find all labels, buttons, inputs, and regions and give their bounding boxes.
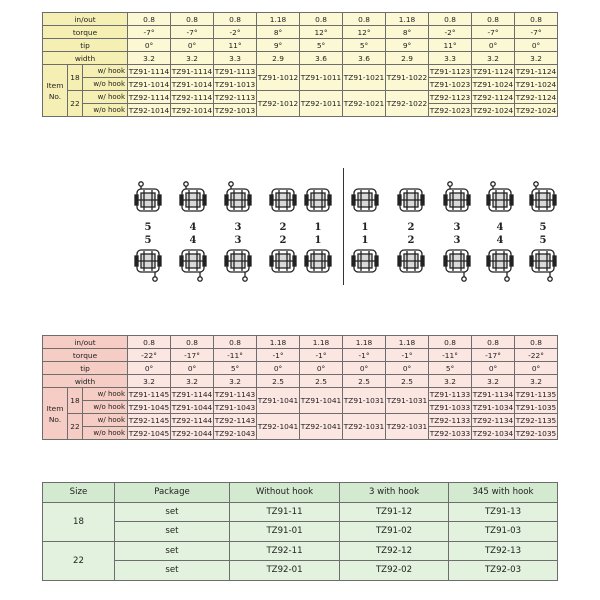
item-code-cell: TZ92-1021 <box>343 91 386 117</box>
item-code-cell: TZ92-1145 <box>128 415 170 425</box>
spec-cell: 3.2 <box>472 375 515 388</box>
spec-cell: 5° <box>343 39 386 52</box>
item-code-cell: TZ91-1012 <box>257 65 300 91</box>
spec-cell: 3.2 <box>472 52 515 65</box>
spec-cell: -22° <box>128 349 171 362</box>
spec-cell: 0° <box>128 362 171 375</box>
table-row <box>43 522 558 542</box>
upper-tooth-number: 2 <box>407 222 415 233</box>
spec-cell: -1° <box>386 349 429 362</box>
spec-cell: 0° <box>472 362 515 375</box>
bracket-with-hook-icon <box>133 246 163 282</box>
item-code-cell: TZ91-1124 <box>515 66 557 76</box>
three-hook-cell: TZ92-12 <box>340 541 449 561</box>
spec-row-width <box>43 52 558 65</box>
spec-cell: 1.18 <box>300 336 343 349</box>
spec-cell: -7° <box>128 26 171 39</box>
spec-cell: 3.2 <box>515 52 558 65</box>
lower-tooth-number: 5 <box>539 235 547 246</box>
spec-cell: 0° <box>343 362 386 375</box>
upper-tooth-number: 3 <box>453 222 461 233</box>
table-row <box>43 414 558 427</box>
spec-cell: 2.9 <box>257 52 300 65</box>
item-code-cell: TZ92-1014 <box>171 105 213 115</box>
spec-cell: -17° <box>472 349 515 362</box>
spec-cell: 9° <box>386 39 429 52</box>
spec-cell: -7° <box>472 26 515 39</box>
spec-cell: 0° <box>472 39 515 52</box>
item-code-cell: TZ92-1014 <box>128 105 170 115</box>
spec-cell: 12° <box>300 26 343 39</box>
spec-cell: 2.5 <box>257 375 300 388</box>
hook-label: w/ hook <box>83 388 128 401</box>
bracket-with-hook-icon <box>223 181 253 217</box>
spec-cell: 3.6 <box>343 52 386 65</box>
without-hook-cell: TZ92-01 <box>230 561 340 581</box>
item-code-cell: TZ91-1113 <box>214 66 256 76</box>
spec-cell: 0.8 <box>214 13 257 26</box>
item-code-cell: TZ92-1023 <box>429 105 471 115</box>
spec-cell: 3.3 <box>214 52 257 65</box>
spec-cell: 3.2 <box>429 375 472 388</box>
row-label-width: width <box>43 375 128 388</box>
without-hook-cell: TZ92-11 <box>230 541 340 561</box>
upper-tooth-number: 1 <box>361 222 369 233</box>
spec-cell: 5° <box>214 362 257 375</box>
spec-cell: 11° <box>214 39 257 52</box>
spec-cell: -1° <box>343 349 386 362</box>
spec-cell: 0° <box>171 39 214 52</box>
spec-cell: -11° <box>214 349 257 362</box>
item-code-cell: TZ91-1134 <box>472 389 514 399</box>
bracket-with-hook-icon <box>442 246 472 282</box>
item-code-cell: TZ92-1123 <box>429 92 471 102</box>
item-code-cell: TZ91-1114 <box>171 66 213 76</box>
item-code-cell: TZ91-1045 <box>128 402 170 412</box>
item-code-cell: TZ92-1031 <box>343 414 386 440</box>
lower-tooth-number: 2 <box>407 235 415 246</box>
spec-row-torque <box>43 349 558 362</box>
spec-cell: -7° <box>515 26 558 39</box>
item-code-cell: TZ92-1012 <box>257 91 300 117</box>
lower-tooth-number: 1 <box>314 235 322 246</box>
header-3-with-hook: 3 with hook <box>340 483 449 503</box>
bracket-icon <box>350 181 380 217</box>
lower-tooth-number: 3 <box>453 235 461 246</box>
no-hook-label: w/o hook <box>83 401 128 414</box>
spec-cell: 0° <box>257 362 300 375</box>
spec-cell: 0° <box>300 362 343 375</box>
spec-cell: 0.8 <box>515 336 558 349</box>
item-code-cell: TZ91-1034 <box>472 402 514 412</box>
bracket-icon <box>303 246 333 282</box>
upper-tooth-number: 4 <box>189 222 197 233</box>
item-code-cell: TZ91-1133 <box>429 389 471 399</box>
spec-cell: 0.8 <box>128 336 171 349</box>
header-without-hook: Without hook <box>230 483 340 503</box>
item-code-cell: TZ91-1035 <box>515 402 557 412</box>
bracket-with-hook-icon <box>442 181 472 217</box>
spec-row-tip <box>43 362 558 375</box>
size-label: 18 <box>68 65 83 91</box>
row-label-width: width <box>43 52 128 65</box>
item-code-cell: TZ92-1114 <box>171 92 213 102</box>
item-code-cell: TZ92-1031 <box>386 414 429 440</box>
spec-cell: 8° <box>257 26 300 39</box>
item-code-cell: TZ91-1145 <box>128 389 170 399</box>
three-hook-cell: TZ91-02 <box>340 522 449 542</box>
row-label-inout: in/out <box>43 336 128 349</box>
upper-tooth-number: 5 <box>144 222 152 233</box>
lower-tooth-number: 3 <box>234 235 242 246</box>
three45-hook-cell: TZ91-03 <box>449 522 558 542</box>
spec-cell: 1.18 <box>386 336 429 349</box>
package-table <box>42 482 558 581</box>
spec-cell: 0.8 <box>472 336 515 349</box>
item-code-cell: TZ91-1124 <box>472 66 514 76</box>
item-code-cell: TZ92-1124 <box>472 92 514 102</box>
spec-cell: 0.8 <box>214 336 257 349</box>
size-cell: 18 <box>43 502 115 541</box>
item-code-cell: TZ92-1113 <box>214 92 256 102</box>
spec-cell: 8° <box>386 26 429 39</box>
spec-cell: 0° <box>128 39 171 52</box>
spec-row-inout <box>43 336 558 349</box>
item-code-cell: TZ92-1011 <box>300 91 343 117</box>
spec-cell: 5° <box>429 362 472 375</box>
no-hook-label: w/o hook <box>83 104 128 117</box>
package-cell: set <box>115 541 230 561</box>
item-code-cell: TZ92-1041 <box>257 414 300 440</box>
item-code-cell: TZ92-1134 <box>472 415 514 425</box>
item-code-cell: TZ91-1024 <box>515 79 557 89</box>
item-code-cell: TZ92-1144 <box>171 415 213 425</box>
spec-cell: 1.18 <box>257 336 300 349</box>
lower-tooth-number: 4 <box>189 235 197 246</box>
item-code-cell: TZ91-1033 <box>429 402 471 412</box>
spec-cell: 2.9 <box>386 52 429 65</box>
hook-label: w/ hook <box>83 91 128 104</box>
item-no-label: Item No. <box>43 65 68 117</box>
spec-cell: 3.2 <box>128 52 171 65</box>
item-code-cell: TZ91-1013 <box>214 79 256 89</box>
spec-cell: 2.5 <box>343 375 386 388</box>
header-345-with-hook: 345 with hook <box>449 483 558 503</box>
spec-cell: 1.18 <box>257 13 300 26</box>
bracket-with-hook-icon <box>528 181 558 217</box>
package-cell: set <box>115 522 230 542</box>
three45-hook-cell: TZ92-03 <box>449 561 558 581</box>
item-code-cell: TZ92-1045 <box>128 428 170 438</box>
lower-tooth-number: 1 <box>361 235 369 246</box>
item-code-cell: TZ91-1014 <box>171 79 213 89</box>
spec-cell: -2° <box>429 26 472 39</box>
row-label-torque: torque <box>43 26 128 39</box>
bracket-with-hook-icon <box>528 246 558 282</box>
spec-cell: 9° <box>257 39 300 52</box>
header-package: Package <box>115 483 230 503</box>
item-code-cell: TZ91-1135 <box>515 389 557 399</box>
bracket-with-hook-icon <box>485 246 515 282</box>
item-code-cell: TZ91-1021 <box>343 65 386 91</box>
item-code-cell: TZ92-1024 <box>472 105 514 115</box>
size-label: 18 <box>68 388 83 414</box>
upper-tooth-number: 1 <box>314 222 322 233</box>
lower-tooth-number: 5 <box>144 235 152 246</box>
row-label-tip: tip <box>43 39 128 52</box>
three45-hook-cell: TZ92-13 <box>449 541 558 561</box>
hook-label: w/ hook <box>83 414 128 427</box>
item-code-cell: TZ92-1044 <box>171 428 213 438</box>
hook-label: w/ hook <box>83 65 128 78</box>
package-cell: set <box>115 502 230 522</box>
spec-cell: 3.2 <box>128 375 171 388</box>
table-row <box>43 388 558 401</box>
row-label-torque: torque <box>43 349 128 362</box>
spec-cell: 0.8 <box>171 336 214 349</box>
bracket-with-hook-icon <box>178 246 208 282</box>
spec-cell: 0° <box>386 362 429 375</box>
item-code-cell: TZ92-1024 <box>515 105 557 115</box>
no-hook-label: w/o hook <box>83 427 128 440</box>
size-label: 22 <box>68 91 83 117</box>
item-code-cell: TZ91-1143 <box>214 389 256 399</box>
bracket-icon <box>268 181 298 217</box>
item-code-cell: TZ91-1144 <box>171 389 213 399</box>
bracket-with-hook-icon <box>133 181 163 217</box>
spec-cell: -1° <box>257 349 300 362</box>
upper-tooth-number: 3 <box>234 222 242 233</box>
spec-cell: 0.8 <box>515 13 558 26</box>
item-code-cell: TZ91-1024 <box>472 79 514 89</box>
spec-cell: 0.8 <box>429 336 472 349</box>
item-code-cell: TZ91-1011 <box>300 65 343 91</box>
item-code-cell: TZ91-1031 <box>386 388 429 414</box>
spec-cell: 0.8 <box>343 13 386 26</box>
package-header-row <box>43 483 558 503</box>
table-row <box>43 561 558 581</box>
spec-cell: 0° <box>171 362 214 375</box>
spec-cell: 3.2 <box>171 375 214 388</box>
spec-cell: -2° <box>214 26 257 39</box>
spec-cell: 5° <box>300 39 343 52</box>
item-code-cell: TZ92-1133 <box>429 415 471 425</box>
spec-cell: 0° <box>515 39 558 52</box>
table-row <box>43 502 558 522</box>
item-code-cell: TZ91-1043 <box>214 402 256 412</box>
spec-cell: 3.2 <box>214 375 257 388</box>
size-cell: 22 <box>43 541 115 580</box>
bracket-with-hook-icon <box>178 181 208 217</box>
spec-cell: 11° <box>429 39 472 52</box>
header-size: Size <box>43 483 115 503</box>
spec-table-upper <box>42 12 558 117</box>
spec-cell: -17° <box>171 349 214 362</box>
spec-cell: 3.2 <box>171 52 214 65</box>
spec-cell: 3.2 <box>515 375 558 388</box>
upper-tooth-number: 5 <box>539 222 547 233</box>
bracket-with-hook-icon <box>485 181 515 217</box>
spec-cell: -7° <box>171 26 214 39</box>
spec-cell: 0.8 <box>128 13 171 26</box>
item-code-cell: TZ92-1041 <box>300 414 343 440</box>
table-row <box>43 65 558 78</box>
spec-cell: 0.8 <box>472 13 515 26</box>
lower-tooth-number: 2 <box>279 235 287 246</box>
spec-cell: 12° <box>343 26 386 39</box>
spec-cell: 1.18 <box>343 336 386 349</box>
spec-cell: 2.5 <box>386 375 429 388</box>
item-code-cell: TZ91-1031 <box>343 388 386 414</box>
item-code-cell: TZ92-1043 <box>214 428 256 438</box>
spec-row-tip <box>43 39 558 52</box>
item-code-cell: TZ91-1014 <box>128 79 170 89</box>
midline-divider <box>343 168 344 285</box>
item-code-cell: TZ91-1114 <box>128 66 170 76</box>
spec-cell: 0.8 <box>171 13 214 26</box>
spec-cell: 0.8 <box>300 13 343 26</box>
package-cell: set <box>115 561 230 581</box>
table-row <box>43 91 558 104</box>
bracket-icon <box>396 246 426 282</box>
item-no-label: Item No. <box>43 388 68 440</box>
no-hook-label: w/o hook <box>83 78 128 91</box>
item-code-cell: TZ92-1035 <box>515 428 557 438</box>
item-code-cell: TZ91-1041 <box>300 388 343 414</box>
item-code-cell: TZ92-1135 <box>515 415 557 425</box>
item-code-cell: TZ92-1114 <box>128 92 170 102</box>
bracket-icon <box>268 246 298 282</box>
spec-cell: -22° <box>515 349 558 362</box>
spec-cell: 3.3 <box>429 52 472 65</box>
item-code-cell: TZ92-1034 <box>472 428 514 438</box>
table-row <box>43 541 558 561</box>
row-label-tip: tip <box>43 362 128 375</box>
item-code-cell: TZ92-1022 <box>386 91 429 117</box>
size-label: 22 <box>68 414 83 440</box>
spec-row-torque <box>43 26 558 39</box>
item-code-cell: TZ91-1044 <box>171 402 213 412</box>
spec-cell: 0° <box>515 362 558 375</box>
three-hook-cell: TZ91-12 <box>340 502 449 522</box>
spec-row-width <box>43 375 558 388</box>
item-code-cell: TZ91-1023 <box>429 79 471 89</box>
item-code-cell: TZ92-1124 <box>515 92 557 102</box>
spec-row-inout <box>43 13 558 26</box>
item-code-cell: TZ92-1033 <box>429 428 471 438</box>
without-hook-cell: TZ91-11 <box>230 502 340 522</box>
spec-cell: 0.8 <box>429 13 472 26</box>
bracket-icon <box>303 181 333 217</box>
item-code-cell: TZ92-1143 <box>214 415 256 425</box>
upper-tooth-number: 4 <box>496 222 504 233</box>
bracket-figure <box>0 165 600 285</box>
row-label-inout: in/out <box>43 13 128 26</box>
three45-hook-cell: TZ91-13 <box>449 502 558 522</box>
bracket-icon <box>350 246 380 282</box>
without-hook-cell: TZ91-01 <box>230 522 340 542</box>
spec-cell: 3.6 <box>300 52 343 65</box>
item-code-cell: TZ91-1022 <box>386 65 429 91</box>
spec-table-lower <box>42 335 558 440</box>
spec-cell: 1.18 <box>386 13 429 26</box>
spec-cell: -11° <box>429 349 472 362</box>
item-code-cell: TZ91-1041 <box>257 388 300 414</box>
lower-tooth-number: 4 <box>496 235 504 246</box>
item-code-cell: TZ91-1123 <box>429 66 471 76</box>
three-hook-cell: TZ92-02 <box>340 561 449 581</box>
bracket-icon <box>396 181 426 217</box>
spec-cell: -1° <box>300 349 343 362</box>
item-code-cell: TZ92-1013 <box>214 105 256 115</box>
spec-cell: 2.5 <box>300 375 343 388</box>
bracket-with-hook-icon <box>223 246 253 282</box>
upper-tooth-number: 2 <box>279 222 287 233</box>
